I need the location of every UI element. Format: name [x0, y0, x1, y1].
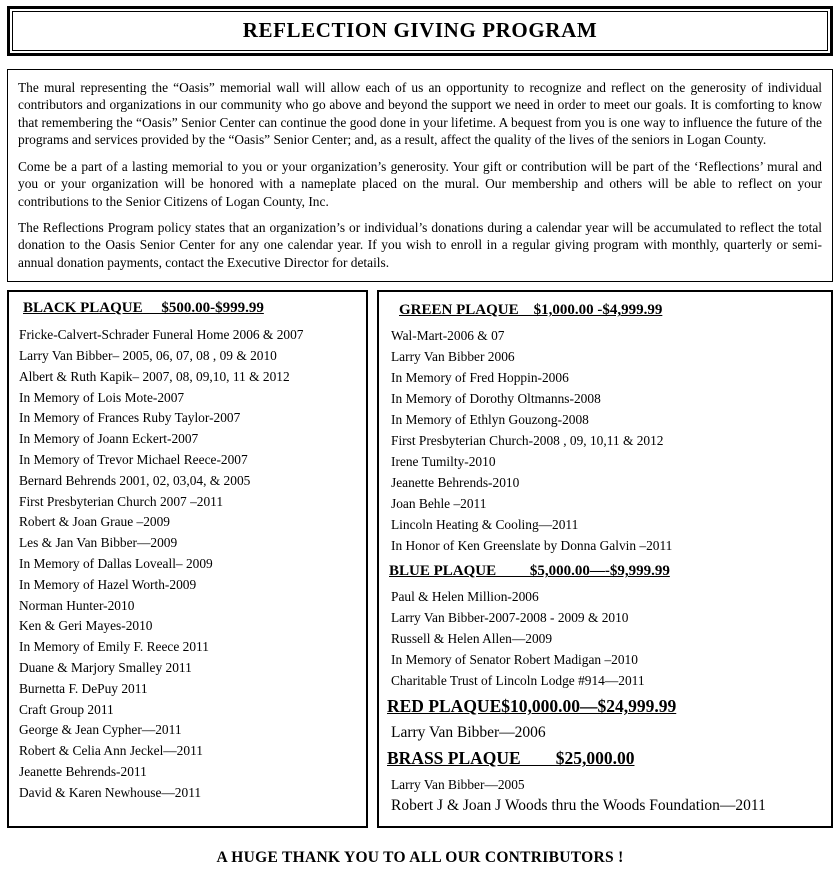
donor-entry: In Memory of Dallas Loveall– 2009	[19, 555, 213, 571]
donor-entry: First Presbyterian Church-2008 , 09, 10,11 & 2012	[391, 433, 664, 449]
donor-entry: In Memory of Fred Hoppin-2006	[391, 370, 569, 386]
donor-entry: Robert & Joan Graue –2009	[19, 514, 170, 530]
donor-entry: Jeanette Behrends-2010	[391, 475, 520, 491]
donor-entry: Albert & Ruth Kapik– 2007, 08, 09,10, 11 & 2012	[19, 368, 290, 384]
title-box-inner	[12, 11, 828, 51]
green-plaque-section	[387, 302, 823, 556]
donor-entry: Larry Van Bibber—2006	[391, 724, 546, 742]
donor-entry: Lincoln Heating & Cooling—2011	[391, 517, 579, 533]
brass-plaque-heading: BRASS PLAQUE $25,000.00	[387, 748, 635, 769]
donor-entry: In Memory of Ethlyn Gouzong-2008	[391, 412, 589, 428]
red-plaque-heading: RED PLAQUE$10,000.00—$24,999.99	[387, 696, 677, 717]
donor-entry: Jeanette Behrends-2011	[19, 763, 147, 779]
donor-entry: Larry Van Bibber—2005	[391, 777, 525, 793]
donor-entry: First Presbyterian Church 2007 –2011	[19, 493, 224, 509]
green-plaque-heading: GREEN PLAQUE $1,000.00 -$4,999.99	[399, 302, 663, 319]
donor-entry: Burnetta F. DePuy 2011	[19, 680, 148, 696]
donor-entry: Norman Hunter-2010	[19, 597, 135, 613]
intro-paragraph: Come be a part of a lasting memorial to you or your organization’s generosity. Your gift or contribution will be part of the ‘Reflections’ mural and you or your organization will be honored with a nameplate placed on the mural. Our membership and others will be able to reflect on your contributions to the Senior Citizens of Logan County, Inc.	[18, 158, 822, 209]
donor-entry: Joan Behle –2011	[391, 496, 487, 512]
donor-entry: George & Jean Cypher—2011	[19, 722, 182, 738]
donor-entry: Duane & Marjory Smalley 2011	[19, 659, 192, 675]
intro-box	[7, 69, 833, 282]
donor-entry: Larry Van Bibber– 2005, 06, 07, 08 , 09 & 2010	[19, 348, 277, 364]
donor-entry: In Memory of Emily F. Reece 2011	[19, 639, 209, 655]
donor-entry: Wal-Mart-2006 & 07	[391, 328, 505, 344]
donor-entry: In Memory of Hazel Worth-2009	[19, 576, 197, 592]
donor-entry: Larry Van Bibber 2006	[391, 349, 515, 365]
intro-paragraph: The Reflections Program policy states that an organization’s or individual’s donations during a calendar year will be accumulated to reflect the total donation to the Oasis Senior Center for any one calendar year. If you wish to enroll in a regular giving program with monthly, quarterly or semi-annual donation payments, contact the Executive Director for details.	[18, 219, 822, 270]
page-title: REFLECTION GIVING PROGRAM	[242, 18, 598, 42]
title-box	[7, 6, 833, 56]
donor-entry: Robert J & Joan J Woods thru the Woods Foundation—2011	[391, 797, 766, 815]
donor-entry: Charitable Trust of Lincoln Lodge #914—2011	[391, 673, 645, 689]
donor-entry: Bernard Behrends 2001, 02, 03,04, & 2005	[19, 472, 251, 488]
donor-entry: Larry Van Bibber-2007-2008 - 2009 & 2010	[391, 610, 629, 626]
donor-entry: Paul & Helen Million-2006	[391, 589, 539, 605]
donor-entry: Ken & Geri Mayes-2010	[19, 618, 153, 634]
intro-paragraph: The mural representing the “Oasis” memorial wall will allow each of us an opportunity to recognize and reflect on the generosity of individual contributors and organizations in our community who go above and beyond the support we need in order to meet our goals. It is comforting to know that remembering the “Oasis” Senior Center can continue the good done in your lifetime. A bequest from you is one way to influence the future of the programs and services provided by the “Oasis” Senior Center; and, as a result, affect the quality of the lives of the seniors in Logan County.	[18, 80, 822, 148]
donor-entry: Robert & Celia Ann Jeckel—2011	[19, 743, 203, 759]
donor-entry: Craft Group 2011	[19, 701, 114, 717]
blue-plaque-section	[387, 563, 823, 691]
donor-entry: In Memory of Lois Mote-2007	[19, 389, 185, 405]
donor-entry: In Honor of Ken Greenslate by Donna Galvin –2011	[391, 538, 673, 554]
black-plaque-box	[7, 290, 368, 828]
donor-entry: In Memory of Senator Robert Madigan –2010	[391, 652, 638, 668]
red-plaque-section	[387, 696, 823, 743]
donor-entry: Irene Tumilty-2010	[391, 454, 496, 470]
blue-plaque-heading: BLUE PLAQUE $5,000.00—-$9,999.99	[389, 563, 670, 580]
brass-plaque-section	[387, 748, 823, 816]
donor-entry: Les & Jan Van Bibber—2009	[19, 535, 178, 551]
donor-entry: Russell & Helen Allen—2009	[391, 631, 553, 647]
donor-entry: In Memory of Joann Eckert-2007	[19, 431, 199, 447]
donor-entry: In Memory of Trevor Michael Reece-2007	[19, 452, 248, 467]
right-plaques-box	[377, 290, 833, 828]
donor-entry: David & Karen Newhouse—2011	[19, 784, 202, 800]
donor-entry: Fricke-Calvert-Schrader Funeral Home 2006 & 2007	[19, 327, 304, 343]
donor-entry: In Memory of Dorothy Oltmanns-2008	[391, 391, 601, 407]
thank-you-footer: A HUGE THANK YOU TO ALL OUR CONTRIBUTORS !	[216, 849, 624, 867]
black-plaque-heading: BLACK PLAQUE $500.00-$999.99	[23, 300, 264, 317]
donor-entry: In Memory of Frances Ruby Taylor-2007	[19, 410, 241, 426]
plaque-columns	[7, 290, 833, 828]
